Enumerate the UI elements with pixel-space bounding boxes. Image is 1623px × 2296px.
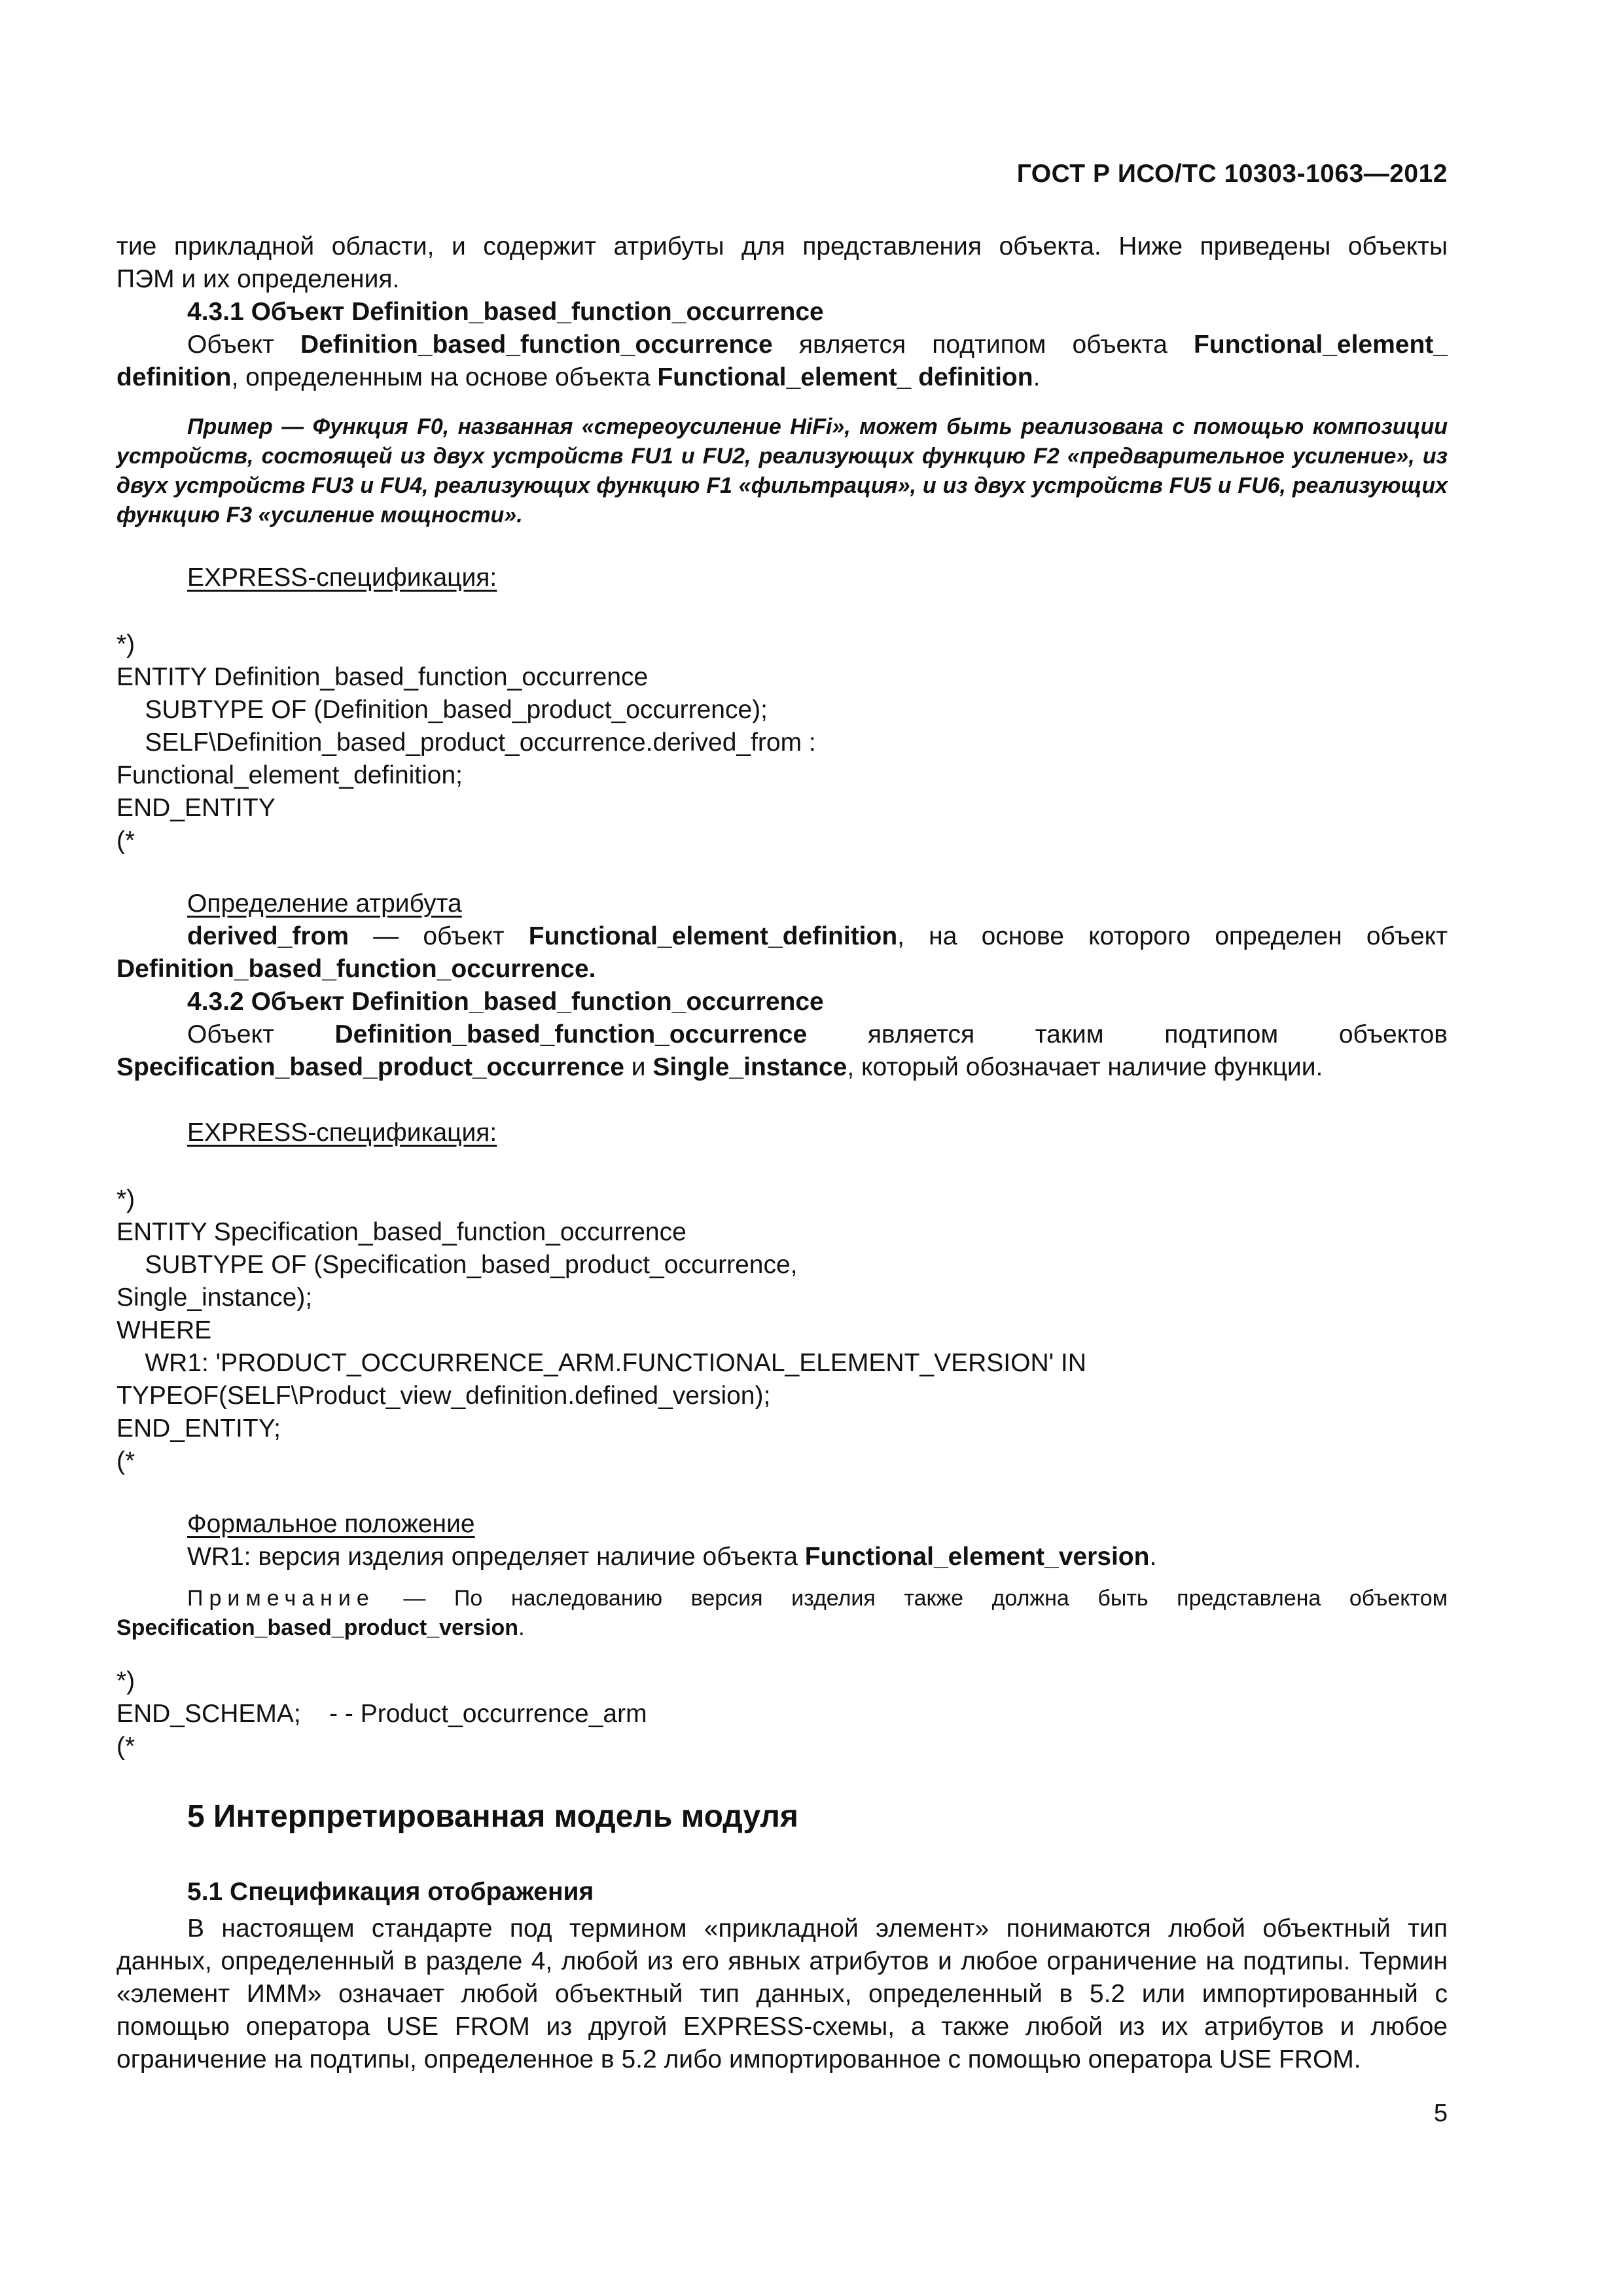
code-line: *) [116, 1667, 135, 1695]
code-line: WHERE [116, 1316, 212, 1344]
formal-proposition [116, 1508, 1448, 1573]
text-fragment: таким [1035, 1020, 1104, 1049]
attribute-name: derived_from [187, 922, 349, 950]
code-line: Single_instance); [116, 1283, 313, 1312]
code-line: *) [116, 1185, 135, 1213]
text-fragment: — объект [349, 922, 529, 950]
text-fragment: является [867, 1020, 975, 1049]
text-fragment: является подтипом объекта [772, 331, 1194, 359]
intro-paragraph [116, 230, 1448, 296]
section-5-1-heading: 5.1 Спецификация отображения [187, 1878, 594, 1906]
text-fragment: и [624, 1053, 653, 1081]
text-fragment: . [1149, 1543, 1157, 1571]
entity-name: Specification_based_product_version [116, 1615, 519, 1640]
code-line: TYPEOF(SELF\Product_view_definition.defined_version); [116, 1382, 771, 1410]
intro-line-1: тие прикладной области, и содержит атрибуты для представления объекта. Ниже приведены объекты [116, 232, 1448, 260]
intro-line-2: ПЭМ и их определения. [116, 265, 400, 293]
text-fragment: , который обозначает наличие функции. [847, 1053, 1323, 1081]
attribute-definition-line-1 [116, 920, 1448, 953]
attribute-definition-line-2: Definition_based_function_occurrence. [116, 955, 596, 983]
code-line: END_ENTITY; [116, 1414, 281, 1443]
end-schema [116, 1665, 1448, 1763]
text-fragment: . [518, 1615, 525, 1640]
entity-name: Definition_based_function_occurrence [334, 1020, 808, 1049]
formal-proposition-text [116, 1541, 1448, 1573]
end-schema-code [116, 1665, 1448, 1763]
text-fragment: WR1: версия изделия определяет наличие объекта [187, 1543, 805, 1571]
section-5-1 [116, 1876, 1448, 2076]
express-spec-1-label: EXPRESS-спецификация: [187, 564, 497, 592]
code-line: SUBTYPE OF (Definition_based_product_occurrence); [116, 696, 768, 724]
text-fragment: — По наследованию версия изделия также должна быть представлена объектом [374, 1586, 1448, 1611]
code-line: (* [116, 1447, 135, 1475]
code-line: (* [116, 1732, 135, 1761]
section-4-3-2-line-2 [116, 1051, 1448, 1084]
note-label: Примечание [187, 1586, 375, 1611]
code-line: *) [116, 630, 135, 658]
text-fragment: Объект [187, 1020, 274, 1049]
entity-name: Functional_element_ [1194, 331, 1448, 359]
note-line-2 [116, 1613, 1448, 1643]
section-5-heading: 5 Интерпретированная модель модуля [187, 1799, 798, 1834]
code-line: END_SCHEMA; - - Product_occurrence_arm [116, 1700, 647, 1728]
express-spec-1 [116, 562, 1448, 857]
section-4-3-2-line-1 [116, 1018, 1448, 1051]
section-4-3-1 [116, 296, 1448, 394]
code-line: Functional_element_definition; [116, 761, 463, 789]
code-line: END_ENTITY [116, 794, 276, 822]
express-spec-2-label: EXPRESS-спецификация: [187, 1119, 497, 1147]
entity-name: Functional_element_version [804, 1543, 1150, 1571]
note-block [116, 1584, 1448, 1643]
text-fragment: объектов [1338, 1020, 1448, 1049]
code-line: WR1: 'PRODUCT_OCCURRENCE_ARM.FUNCTIONAL_ELEMENT_VERSION' IN [116, 1349, 1086, 1377]
text-fragment: , определенным на основе объекта [231, 363, 658, 391]
note-line-1 [116, 1584, 1448, 1613]
example-text: Пример — Функция F0, названная «стереоусиление HiFi», может быть реализована с помощью композиции устройств, состоящей из двух устройств FU1 и FU2, реализующих функцию F2 «предварительное усиление», из двух устройств FU3 и FU4, реализующих функцию F1 «фильтрация», и из двух устройств FU5 и FU6, реализующих функцию F3 «усиление мощности». [116, 414, 1448, 528]
entity-name: Single_instance [652, 1053, 847, 1081]
entity-name: Functional_element_definition [528, 922, 898, 950]
code-line: (* [116, 827, 135, 855]
standard-header: ГОСТ Р ИСО/ТС 10303-1063—2012 [1016, 160, 1448, 188]
attribute-definition-label: Определение атрибута [187, 889, 462, 918]
code-line: ENTITY Specification_based_function_occurrence [116, 1218, 687, 1246]
code-line: SUBTYPE OF (Specification_based_product_occurrence, [116, 1251, 798, 1279]
entity-name: Specification_based_product_occurrence [116, 1053, 624, 1081]
example-block [116, 412, 1448, 530]
section-5 [116, 1797, 1448, 1837]
section-4-3-1-heading: 4.3.1 Объект Definition_based_function_occurrence [187, 298, 824, 326]
express-spec-1-code [116, 628, 1448, 857]
page-number: 5 [1433, 2100, 1448, 2127]
express-spec-2 [116, 1117, 1448, 1478]
code-line: ENTITY Definition_based_function_occurrence [116, 663, 649, 691]
entity-name: Definition_based_function_occurrence [300, 331, 773, 359]
attribute-definition [116, 888, 1448, 986]
section-5-1-paragraph: В настоящем стандарте под термином «прикладной элемент» понимаются любой объектный тип данных, определенный в разделе 4, любой из его явных атрибутов и любое ограничение на подтипы. Термин «элемент ИММ» означает любой объектный тип данных, определенный в 5.2 или импортированный с помощью оператора USE FROM из другой EXPRESS-схемы, а также любой из их атрибутов и любое ограничение на подтипы, определенное в 5.2 либо импортированное с помощью оператора USE FROM. [116, 1914, 1448, 2073]
express-spec-2-code [116, 1183, 1448, 1478]
text-fragment: . [1033, 363, 1041, 391]
text-fragment: Объект [187, 331, 300, 359]
text-fragment: подтипом [1164, 1020, 1279, 1049]
section-4-3-2 [116, 986, 1448, 1084]
code-line: SELF\Definition_based_product_occurrence.derived_from : [116, 728, 816, 757]
entity-name: definition [116, 363, 232, 391]
section-4-3-2-heading: 4.3.2 Объект Definition_based_function_occurrence [187, 988, 824, 1016]
entity-name: Functional_element_ definition [657, 363, 1033, 391]
section-4-3-1-text [116, 329, 1448, 394]
text-fragment: , на основе которого определен объект [897, 922, 1448, 950]
formal-proposition-label: Формальное положение [187, 1510, 475, 1538]
